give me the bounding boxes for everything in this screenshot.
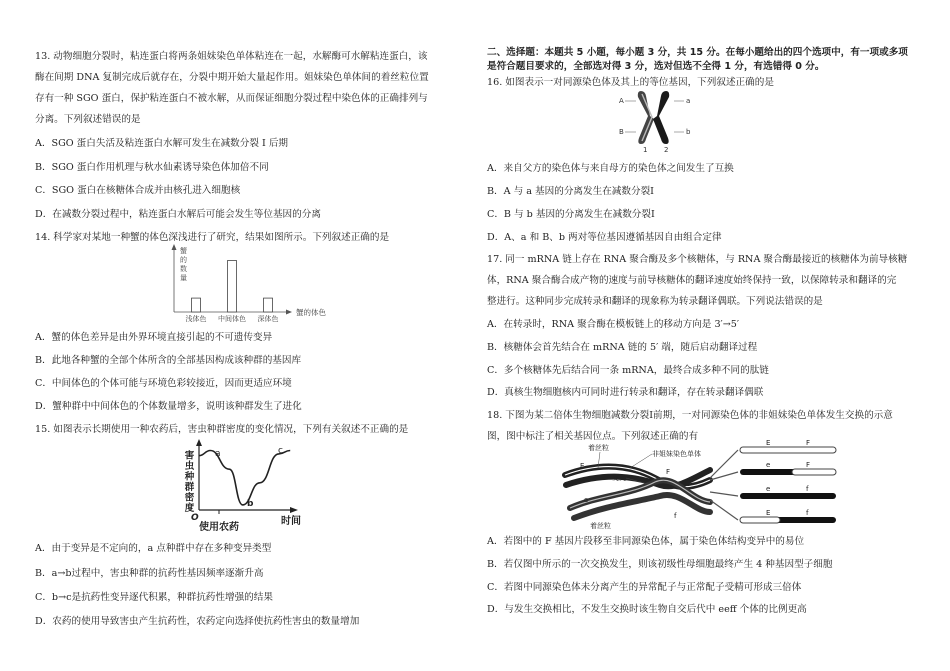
q14-option-b: B．此地各种蟹的全部个体所含的全部基因构成该种群的基因库 <box>35 355 302 366</box>
point-b-label: b <box>247 499 254 509</box>
chromosome-2-number: 2 <box>664 146 669 152</box>
density-xlabel: 时间 <box>281 516 301 527</box>
gene-f-4: f <box>806 509 809 517</box>
q17-line1: 17. 同一 mRNA 链上存在 RNA 聚合酶及多个核糖体，与 RNA 聚合酶最接近的核糖体为前导核糖 <box>487 254 908 265</box>
density-ylabel: 害虫种群密度 <box>182 450 194 513</box>
q14-option-a: A．蟹的体色差异是由外界环境直接引起的不可遗传变异 <box>35 332 273 343</box>
bar-1 <box>192 298 201 312</box>
chromosome-2 <box>653 91 669 144</box>
chart-ylabel-1: 蟹 <box>180 247 187 255</box>
q15-option-b: B．a→b过程中，害虫种群的抗药性基因频率逐渐升高 <box>35 568 264 579</box>
event-label: 使用农药 <box>199 522 239 533</box>
q18-line2: 图，图中标注了相关基因位点。下列叙述正确的有 <box>487 431 699 442</box>
chart-x-arrow <box>286 310 292 315</box>
section2-line1: 二、选择题：本题共 5 小题，每小题 3 分，共 15 分。在每小题给出的四个选项中，有一项或多项 <box>487 47 908 58</box>
q17-option-d: D．真核生物细胞核内可同时进行转录和翻译，存在转录翻译偶联 <box>487 387 764 398</box>
bar-label-3: 深体色 <box>257 315 279 323</box>
bar-label-1: 浅体色 <box>185 315 207 323</box>
centromere-label-bottom: 着丝粒 <box>590 522 611 530</box>
q16-option-b: B．A 与 a 基因的分离发生在减数分裂Ⅰ <box>487 186 654 197</box>
gene-a-label: a <box>686 97 691 105</box>
q18-option-c: C．若图中同源染色体未分离产生的异常配子与正常配子受精可形成三倍体 <box>487 582 802 593</box>
result-chromatid-1 <box>740 447 836 453</box>
crossing-over-diagram <box>560 440 845 530</box>
nonsister-chromatid-label: 非姐妹染色单体 <box>652 450 701 458</box>
diagram-gene-E: E <box>580 462 585 470</box>
q16-option-c: C．B 与 b 基因的分离发生在减数分裂Ⅰ <box>487 209 655 220</box>
chiasma-label: 交叉 <box>612 474 626 482</box>
chart-ylabel-2: 的 <box>180 256 187 264</box>
q18-option-d: D．与发生交换相比，不发生交换时该生物自交后代中 eeff 个体的比例更高 <box>487 604 807 615</box>
q16-option-d: D．A、a 和 B、b 两对等位基因遵循基因自由组合定律 <box>487 232 722 243</box>
gene-e-2: e <box>766 461 771 469</box>
density-x-arrow <box>290 507 298 513</box>
q13-line3: 存有一种 SGO 蛋白，保护粘连蛋白不被水解，从而保证细胞分裂过程中染色体的正确排列与 <box>35 93 428 104</box>
bar-2 <box>228 261 237 312</box>
q17-option-c: C．多个核糖体先后结合同一条 mRNA，最终合成多种不同的肽链 <box>487 365 769 376</box>
density-curve <box>199 451 290 505</box>
gene-B-label: B <box>619 128 624 136</box>
gene-E-1: E <box>766 440 771 447</box>
q15-option-d: D．农药的使用导致害虫产生抗药性，农药定向选择使抗药性害虫的数量增加 <box>35 616 360 627</box>
pest-density-chart <box>175 438 310 536</box>
q13-line4: 分离。下列叙述错误的是 <box>35 114 141 125</box>
q18-line1: 18. 下图为某二倍体生物细胞减数分裂Ⅰ前期，一对同源染色体的非姐妹染色单体发生交换的示意 <box>487 410 893 421</box>
q17-option-b: B．核糖体会首先结合在 mRNA 链的 5′ 端，随后启动翻译过程 <box>487 342 758 353</box>
chromosome-1-number: 1 <box>643 146 648 152</box>
centromere-label-top: 着丝粒 <box>588 444 609 452</box>
q13-option-a: A．SGO 蛋白失活及粘连蛋白水解可发生在减数分裂 I 后期 <box>35 138 289 149</box>
q17-line3: 整进行。这种同步完成转录和翻译的现象称为转录翻译偶联。下列说法错误的是 <box>487 296 823 307</box>
chart-ylabel-4: 量 <box>180 274 187 282</box>
origin-label: O <box>191 513 199 523</box>
q14-option-c: C．中间体色的个体可能与环境色彩较接近，因而更适应环境 <box>35 378 292 389</box>
q13-option-b: B．SGO 蛋白作用机理与秋水仙素诱导染色体加倍不同 <box>35 162 269 173</box>
bar-label-2: 中间体色 <box>218 315 246 323</box>
gene-f-3: f <box>806 485 809 493</box>
q16-stem: 16. 如图表示一对同源染色体及其上的等位基因，下列叙述正确的是 <box>487 77 774 88</box>
gene-A-label: A <box>619 97 624 105</box>
q13-line1: 13. 动物细胞分裂时，粘连蛋白将两条姐妹染色单体粘连在一起，水解酶可水解粘连蛋白，该 <box>35 51 428 62</box>
q13-option-d: D．在减数分裂过程中，粘连蛋白水解后可能会发生等位基因的分离 <box>35 209 321 220</box>
diagram-gene-F: F <box>666 468 671 476</box>
q18-option-b: B．若仅图中所示的一次交换发生，则该初级性母细胞最终产生 4 种基因型子细胞 <box>487 559 833 570</box>
chart-ylabel-3: 数 <box>180 265 187 273</box>
q14-stem: 14. 科学家对某地一种蟹的体色深浅进行了研究，结果如图所示。下列叙述正确的是 <box>35 232 390 243</box>
crab-color-chart <box>160 244 360 336</box>
gene-E-4: E <box>766 509 771 517</box>
chart-xlabel: 蟹的体色 <box>296 308 326 317</box>
q13-line2: 酶在间期 DNA 复制完成后就存在，分裂中期开始大量起作用。姐妹染色单体间的着丝粒位置 <box>35 72 429 83</box>
gene-F-1: F <box>806 440 811 447</box>
bar-3 <box>264 298 273 312</box>
q15-option-c: C．b→c是抗药性变异逐代积累，种群抗药性增强的结果 <box>35 592 273 603</box>
result-chromatid-3 <box>740 493 836 499</box>
homologous-chromosomes-figure <box>614 88 704 152</box>
q14-option-d: D．蟹种群中中间体色的个体数量增多，说明该种群发生了进化 <box>35 401 302 412</box>
q16-option-a: A．来自父方的染色体与来自母方的染色体之间发生了互换 <box>487 163 734 174</box>
q15-stem: 15. 如图表示长期使用一种农药后，害虫种群密度的变化情况，下列有关叙述不正确的是 <box>35 424 409 435</box>
density-y-arrow <box>196 439 202 446</box>
q17-line2: 体，RNA 聚合酶合成产物的速度与前导核糖体的翻译速度始终保持一致，以保障转录和翻译的完 <box>487 275 897 286</box>
point-c-label: c <box>278 446 283 456</box>
q17-option-a: A．在转录时，RNA 聚合酶在模板链上的移动方向是 3′→5′ <box>487 319 740 330</box>
q13-option-c: C．SGO 蛋白在核糖体合成并由核孔进入细胞核 <box>35 185 241 196</box>
section2-line2: 是符合题目要求的，全部选对得 3 分，选对但选不全得 1 分，有选错得 0 分。 <box>487 61 825 72</box>
gene-F-2: F <box>806 461 811 469</box>
chart-y-arrow <box>172 244 177 250</box>
gene-e-3: e <box>766 485 771 493</box>
point-a-label: a <box>215 449 221 459</box>
q18-option-a: A．若图中的 F 基因片段移至非同源染色体，属于染色体结构变异中的易位 <box>487 536 805 547</box>
diagram-gene-e: e <box>584 496 589 504</box>
gene-b-label: b <box>686 128 691 136</box>
q15-option-a: A．由于变异是不定向的，a 点种群中存在多种变异类型 <box>35 543 272 554</box>
diagram-gene-f: f <box>674 512 677 520</box>
